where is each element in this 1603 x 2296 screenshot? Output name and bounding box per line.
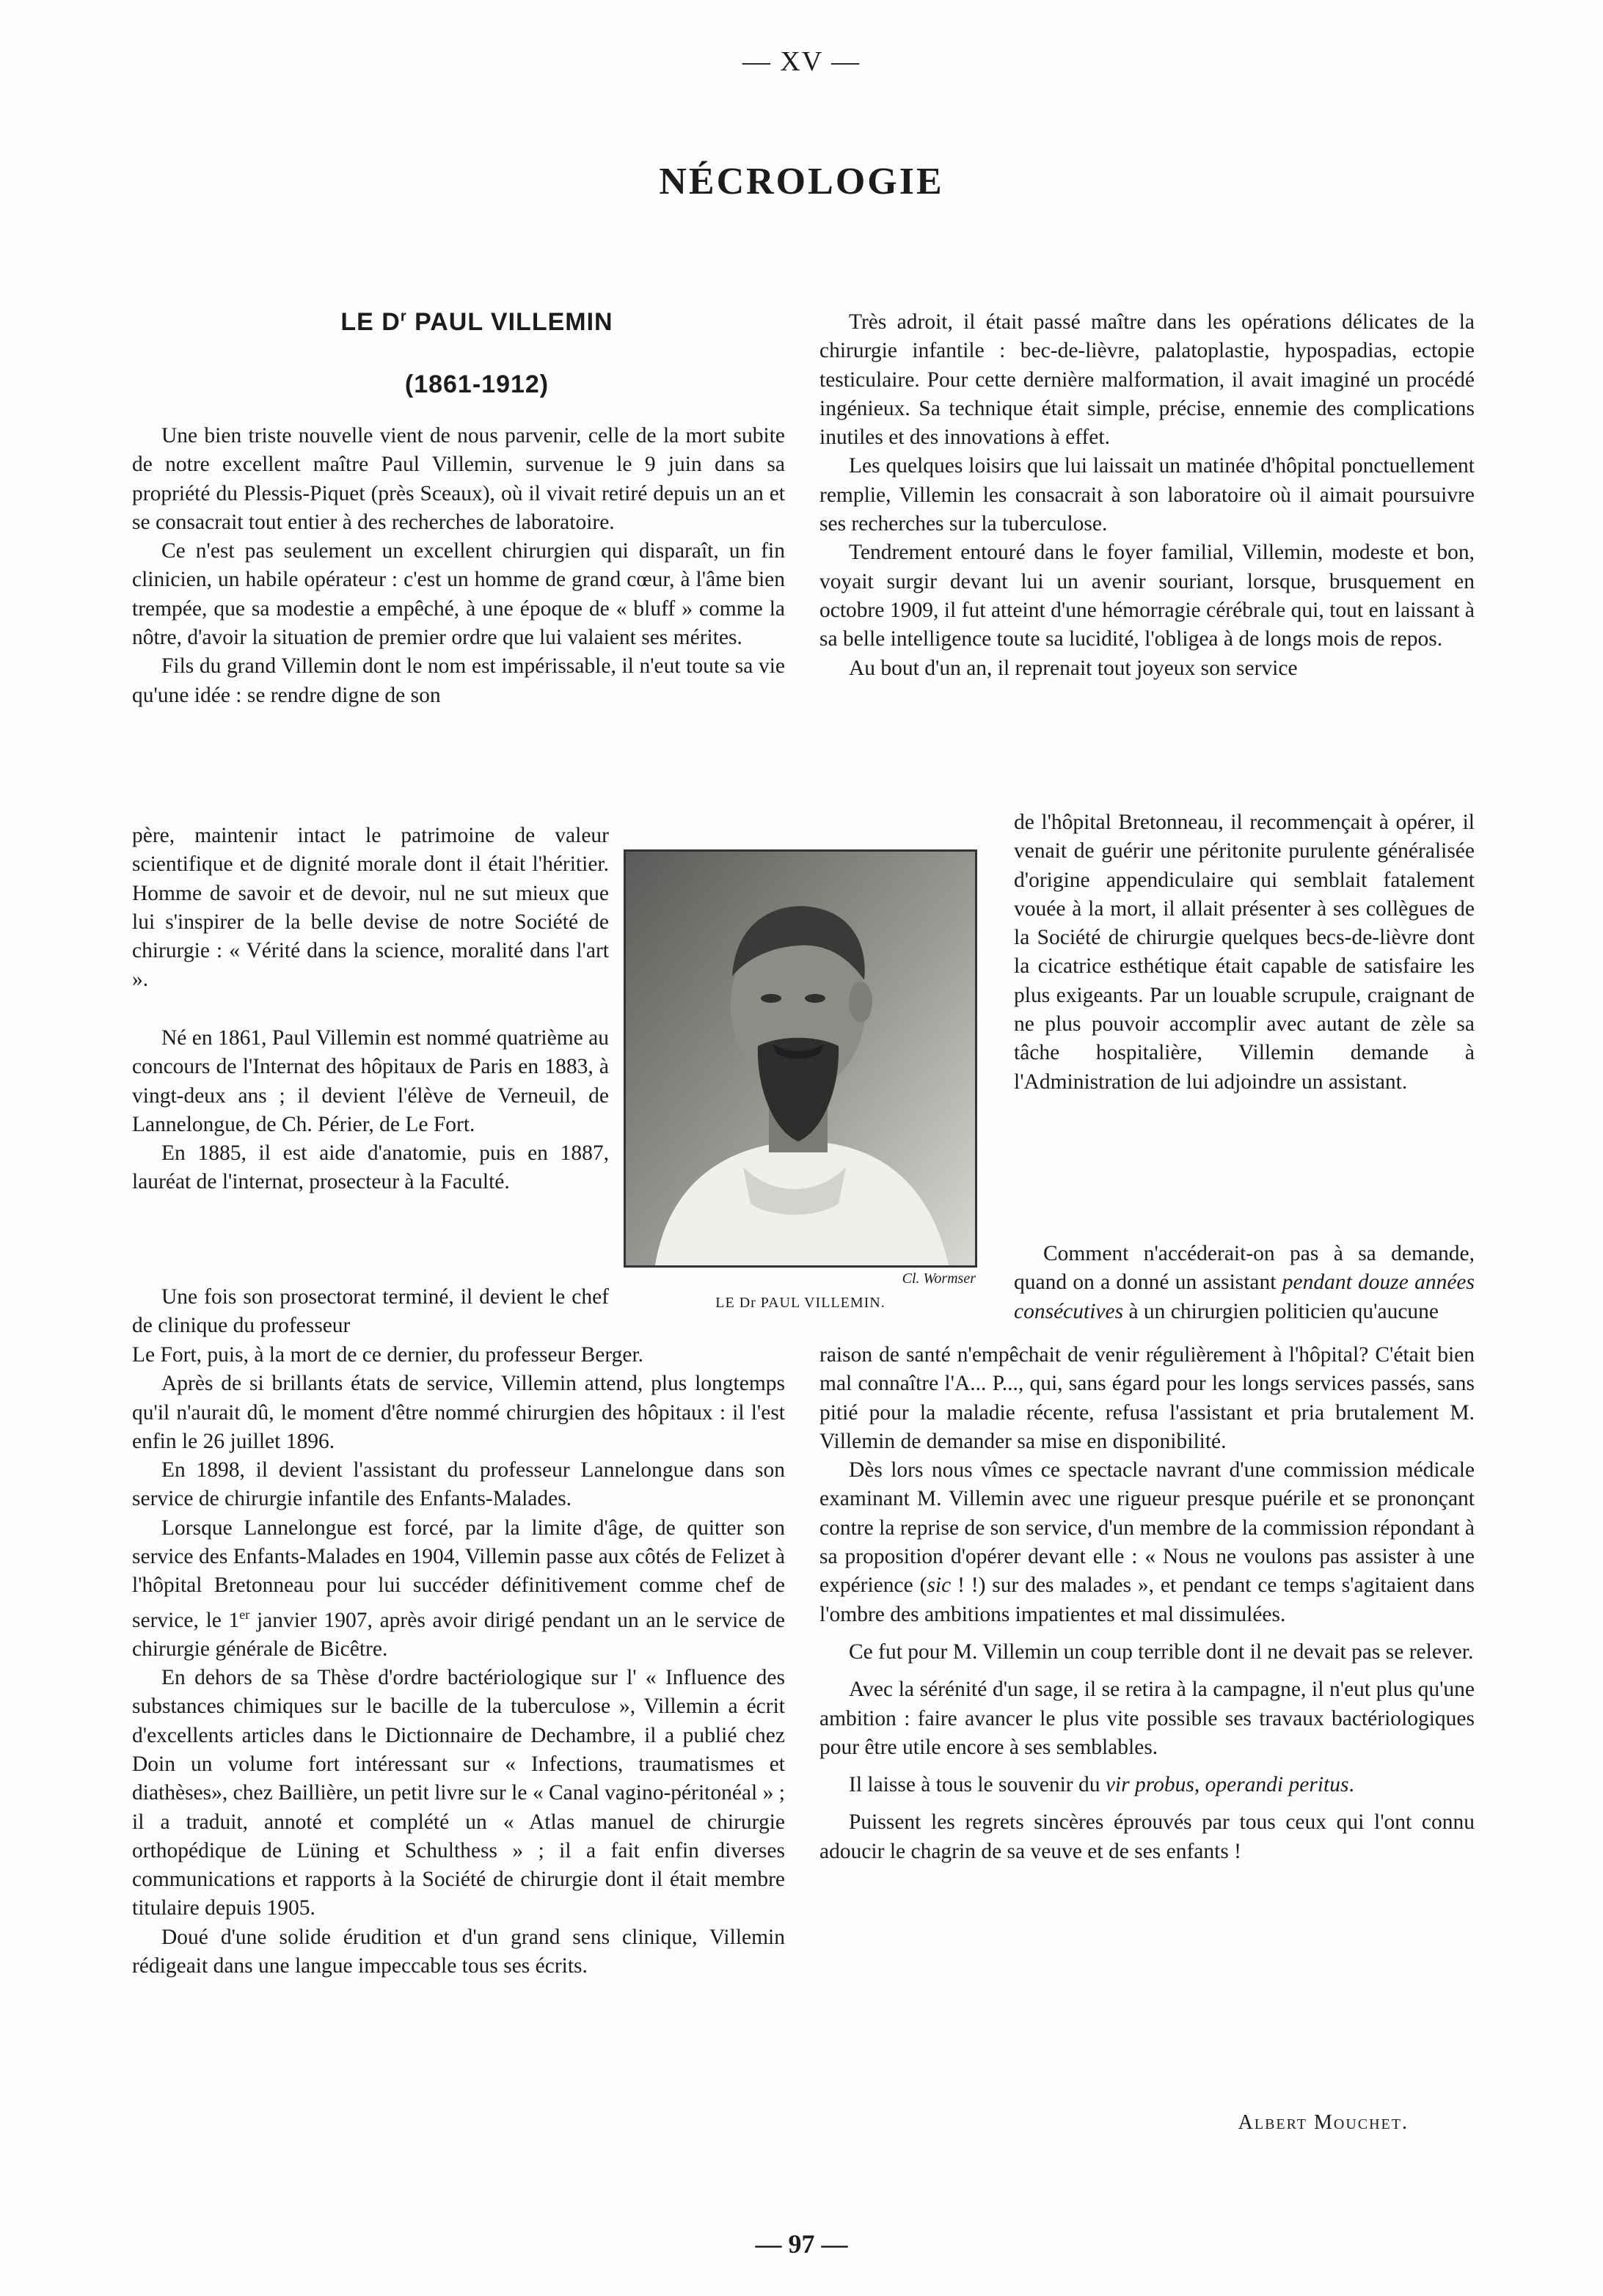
- paragraph: raison de santé n'empêchait de venir régulièrement à l'hôpital? C'était bien mal connaître l'A... P..., qui, sans égard pour les longs services passés, sans pitié pour la maladie récente, refusa l'assistant et pria brutalement M. Villemin de demander sa mise en disponibilité.: [819, 1343, 1475, 1453]
- paragraph: Le Fort, puis, à la mort de ce dernier, du professeur Berger.: [132, 1343, 644, 1367]
- paragraph-part: à un chirurgien politicien qu'aucune: [1123, 1299, 1439, 1323]
- paragraph: Fils du grand Villemin dont le nom est impérissable, il n'eut toute sa vie qu'une idée : se rendre digne de son: [132, 654, 785, 707]
- photo-caption: LE Dr PAUL VILLEMIN.: [715, 1295, 886, 1311]
- paragraph: Puissent les regrets sincères éprouvés par tous ceux qui l'ont connu adoucir le chagrin de sa veuve et de ses enfants !: [819, 1810, 1475, 1863]
- paragraph-part: Il laisse à tous le souvenir du: [849, 1773, 1106, 1797]
- paragraph: Tendrement entouré dans le foyer familial, Villemin, modeste et bon, voyait surgir devant lui un avenir souriant, lorsque, brusquement en octobre 1909, il fut atteint d'une hémorragie cérébrale qui, tout en laissant à sa belle intelligence toute sa lucidité, l'obligea à de longs mois de repos.: [819, 541, 1475, 651]
- italic-text: pendant douze années consécutives: [1014, 1271, 1475, 1323]
- section-title: NÉCROLOGIE: [659, 161, 944, 202]
- paragraph: Au bout d'un an, il reprenait tout joyeux son service: [849, 656, 1298, 680]
- photo-credit: Cl. Wormser: [902, 1271, 976, 1287]
- paragraph: Les quelques loisirs que lui laissait un matinée d'hôpital ponctuellement remplie, Villemin les consacrait à son laboratoire où il aimait poursuivre ses recherches sur la tuberculose.: [819, 454, 1475, 536]
- paragraph: En dehors de sa Thèse d'ordre bactériologique sur l' « Influence des substances chimiques sur le bacille de la tuberculose », Villemin a écrit d'excellents articles dans le Dictionnaire de Dechambre, il a publié chez Doin un volume fort intéressant sur « Infections, traumatismes et diathèses», chez Baillière, un petit livre sur le « Canal vagino-péritonéal » ; il a traduit, annoté et complété un « Atlas manuel de chirurgie orthopédique de Lüning et Schulthess » ; il a fait enfin diverses communications et rapports à la Société de chirurgie dont il était membre titulaire depuis 1905.: [132, 1666, 785, 1920]
- paragraph: Très adroit, il était passé maître dans les opérations délicates de la chirurgie infantile : bec-de-lièvre, palatoplastie, hypospadias, ectopie testiculaire. Pour cette dernière malformation, il avait imaginé un procédé ingénieux. Sa technique était simple, précise, ennemie des complications inutiles et des innovations à effet.: [819, 310, 1475, 450]
- left-column-wrap: [132, 1024, 609, 1197]
- paragraph: Une bien triste nouvelle vient de nous parvenir, celle de la mort subite de notre excellent maître Paul Villemin, survenue le 9 juin dans sa propriété du Plessis-Piquet (près Sceaux), où il vivait retiré depuis un an et se consacrait tout entier à des recherches de laboratoire.: [132, 424, 785, 534]
- article-title-prefix: LE D: [340, 308, 401, 336]
- paragraph: Ce n'est pas seulement un excellent chirurgien qui disparaît, un fin clinicien, un habile opérateur : c'est un homme de grand cœur, à l'âme bien trempée, que sa modestie a empêché, à une époque de « bluff » comme la nôtre, d'avoir la situation de premier ordre que lui valaient ses mérites.: [132, 539, 785, 650]
- left-column-top: [132, 422, 785, 710]
- paragraph-part: Comment n'accéderait-on pas à sa demande, quand on a donné un assistant: [1014, 1242, 1475, 1295]
- paragraph-wrapped: père, maintenir intact le patrimoine de valeur scientifique et de dignité morale dont il était l'héritier. Homme de savoir et de devoir, nul ne sut mieux que lui s'inspirer de la belle devise de notre Société de chirurgie : « Vérité dans la science, moralité dans l'art ».: [132, 824, 609, 992]
- author-signature: Albert Mouchet.: [1238, 2111, 1409, 2134]
- superscript: er: [239, 1606, 250, 1622]
- roman-page-number: — XV —: [742, 46, 861, 77]
- paragraph: En 1885, il est aide d'anatomie, puis en 1887, lauréat de l'internat, prosecteur à la Faculté.: [132, 1141, 609, 1194]
- article-title: [169, 308, 785, 337]
- paragraph-part: ! !) sur des malades », et pendant ce temps s'agitaient dans l'ombre des ambitions impatientes et mal dissimulées.: [819, 1573, 1475, 1626]
- paragraph: [819, 1771, 1475, 1799]
- article-dates: (1861-1912): [404, 370, 549, 398]
- paragraph: Avec la sérénité d'un sage, il se retira à la campagne, il n'eut plus qu'une ambition : faire avancer le plus vite possible ses travaux bactériologiques pour être utile encore à ses semblables.: [819, 1678, 1475, 1759]
- paragraph-part: janvier 1907, après avoir dirigé pendant un an le service de chirurgie générale de Bicêtre.: [132, 1608, 785, 1661]
- portrait-illustration: [626, 852, 975, 1265]
- paragraph: Doué d'une solide érudition et d'un grand sens clinique, Villemin rédigeait dans une langue impeccable tous ses écrits.: [132, 1925, 785, 1978]
- paragraph-wrapped: de l'hôpital Bretonneau, il recommençait à opérer, il venait de guérir une péritonite purulente généralisée d'origine appendiculaire qui semblait fatalement vouée à la mort, il allait présenter à ses collègues de la Société de chirurgie quelques becs-de-lièvre dont la cicatrice esthétique était capable de satisfaire les plus exigeants. Par un louable scrupule, craignant de ne plus pouvoir accomplir avec autant de zèle sa tâche hospitalière, Villemin demande à l'Administration de lui adjoindre un assistant.: [1014, 811, 1475, 1094]
- italic-text: vir probus, operandi peritus: [1105, 1773, 1349, 1797]
- paragraph: [819, 1456, 1475, 1629]
- paragraph: Après de si brillants états de service, Villemin attend, plus longtemps qu'il n'aurait dû, le moment d'être nommé chirurgien des hôpitaux : il l'est enfin le 26 juillet 1896.: [132, 1372, 785, 1453]
- paragraph: Né en 1861, Paul Villemin est nommé quatrième au concours de l'Internat des hôpitaux de Paris en 1883, à vingt-deux ans ; il devient l'élève de Verneuil, de Lannelongue, de Ch. Périer, de Le Fort.: [132, 1026, 609, 1136]
- portrait-photo: [624, 849, 977, 1268]
- paragraph-part: Dès lors nous vîmes ce spectacle navrant d'une commission médicale examinant M. Villemin avec une rigueur presque puérile et se prononçant contre la reprise de son service, d'un membre de la commission répondant à sa proposition d'opérer devant elle : « Nous ne voulons pas assister à une expérience (: [819, 1458, 1475, 1598]
- page-number: — 97 —: [755, 2229, 848, 2259]
- right-column-top: [819, 308, 1475, 683]
- paragraph: Ce fut pour M. Villemin un coup terrible dont il ne devait pas se relever.: [849, 1639, 1474, 1664]
- paragraph-part: Lorsque Lannelongue est forcé, par la limite d'âge, de quitter son service des Enfants-Malades en 1904, Villemin passe aux côtés de Felizet à l'hôpital Bretonneau pour lui succéder définitivement comme chef de service, le 1: [132, 1516, 785, 1632]
- article-title-sup: r: [400, 308, 407, 325]
- paragraph-wrapped: [1014, 1240, 1475, 1326]
- paragraph: En 1898, il devient l'assistant du professeur Lannelongue dans son service de chirurgie infantile des Enfants-Malades.: [132, 1458, 785, 1511]
- paragraph: [132, 1514, 785, 1664]
- italic-text: sic: [927, 1573, 952, 1598]
- right-column-bottom: [819, 1341, 1475, 1866]
- article-title-name: PAUL VILLEMIN: [406, 308, 613, 336]
- left-column-bottom: [132, 1341, 785, 1981]
- paragraph-part: .: [1348, 1773, 1354, 1797]
- paragraph-wrapped: Une fois son prosectorat terminé, il devient le chef de clinique du professeur: [132, 1285, 609, 1338]
